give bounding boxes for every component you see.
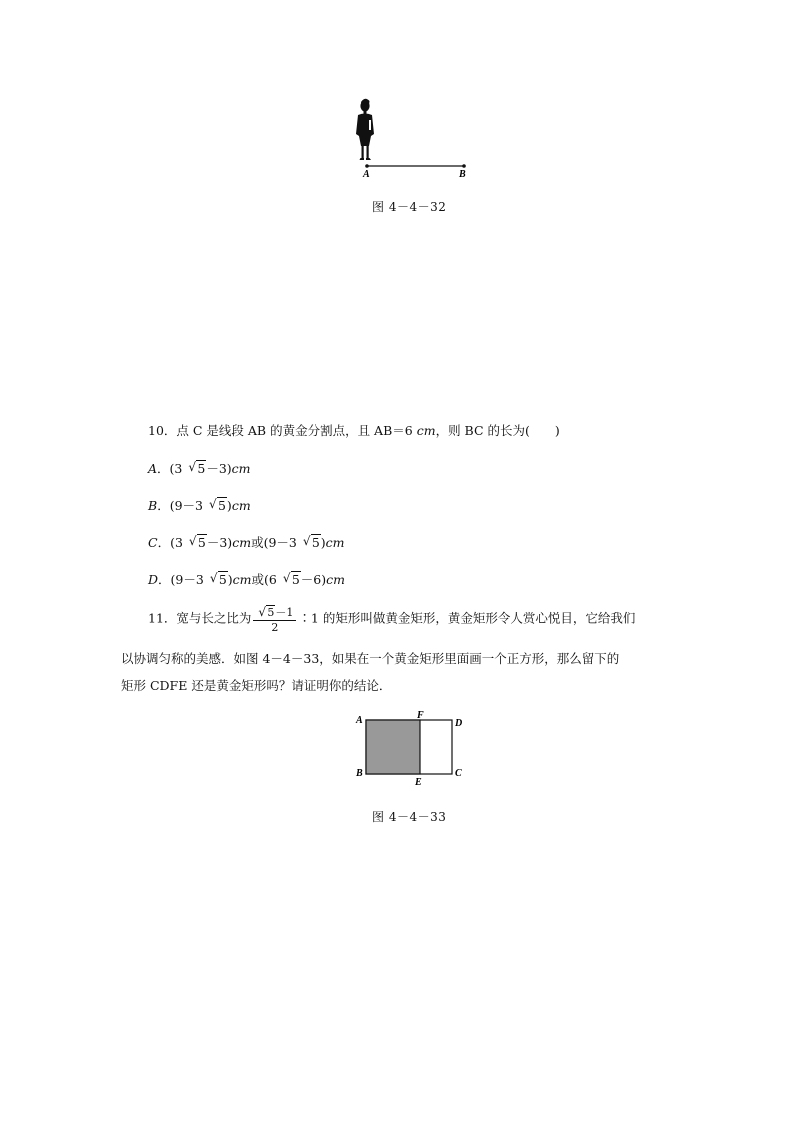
radicand: 5 xyxy=(291,572,300,587)
sqrt-symbol xyxy=(303,535,321,550)
person-figure xyxy=(356,99,374,160)
label-c: C xyxy=(455,768,462,779)
option-d[interactable] xyxy=(148,570,345,588)
golden-ratio-fraction xyxy=(253,604,296,634)
sqrt-symbol xyxy=(283,572,301,587)
figure-4-4-32-caption: 图 4－4－32 xyxy=(372,200,447,214)
option-text: (9－3 xyxy=(169,498,207,513)
fraction-numerator: √ 5－1 xyxy=(253,604,296,621)
radicand: 5 xyxy=(217,498,226,513)
label-f: F xyxy=(417,710,424,721)
question-11-line-3: 矩形 CDFE 还是黄金矩形吗？请证明你的结论． xyxy=(121,678,392,693)
label-d: D xyxy=(455,718,463,729)
question-10-stem-text: 10．点 C 是线段 AB 的黄金分割点，且 AB＝6 xyxy=(148,423,413,438)
option-letter: B xyxy=(148,498,158,513)
fraction-denominator: 2 xyxy=(271,621,279,634)
option-a[interactable] xyxy=(148,459,251,477)
question-10-stem-tail: ，则 BC 的长为( ) xyxy=(435,423,560,438)
question-11-lead: 11．宽与长之比为 xyxy=(148,610,252,626)
radicand: 5 xyxy=(218,572,227,587)
question-10-stem xyxy=(148,421,560,439)
sqrt-symbol xyxy=(209,498,227,513)
unit-text: cm xyxy=(232,572,252,587)
radicand: 5 xyxy=(311,535,320,550)
sqrt-symbol: √ 5 xyxy=(258,606,275,619)
question-11-line-1-tail: ∶1 的矩形叫做黄金矩形，黄金矩形令人赏心悦目，它给我们 xyxy=(298,610,636,626)
option-letter: C xyxy=(148,535,158,550)
option-b[interactable] xyxy=(148,496,251,514)
option-letter: A xyxy=(148,461,158,476)
unit-text: cm xyxy=(325,535,345,550)
figure-4-4-33 xyxy=(350,708,470,788)
point-b-dot xyxy=(462,164,466,168)
option-separator: ． xyxy=(157,461,170,476)
option-text: (3 xyxy=(170,535,187,550)
point-a-label: A xyxy=(363,169,370,180)
sqrt-symbol xyxy=(189,535,207,550)
option-text: ) xyxy=(226,498,232,513)
point-a-dot xyxy=(365,164,369,168)
option-text: ) xyxy=(320,535,326,550)
option-text: －3) xyxy=(206,535,233,550)
question-10-stem-unit: cm xyxy=(416,423,436,438)
sqrt-symbol xyxy=(188,461,206,476)
radicand: 5 xyxy=(197,461,206,476)
option-text: (9－3 xyxy=(170,572,208,587)
point-b-label: B xyxy=(459,169,466,180)
radicand: 5 xyxy=(197,535,206,550)
unit-text: cm xyxy=(232,535,252,550)
shaded-square xyxy=(366,720,420,774)
label-b: B xyxy=(356,768,363,779)
option-text: －6) xyxy=(300,572,327,587)
option-text: 或(9－3 xyxy=(251,535,301,550)
option-separator: ． xyxy=(158,572,171,587)
option-separator: ． xyxy=(157,498,170,513)
unit-text: cm xyxy=(231,461,251,476)
label-e: E xyxy=(415,777,422,788)
option-text: ) xyxy=(227,572,233,587)
option-text: －3) xyxy=(206,461,232,476)
unit-text: cm xyxy=(231,498,251,513)
option-separator: ． xyxy=(157,535,171,550)
option-letter: D xyxy=(148,572,159,587)
figure-4-4-32 xyxy=(340,96,480,182)
option-c[interactable] xyxy=(148,533,345,551)
figure-4-4-33-caption: 图 4－4－33 xyxy=(372,810,447,824)
option-text: (3 xyxy=(169,461,187,476)
question-11-line-1 xyxy=(148,604,635,634)
question-11-line-2: 以协调匀称的美感．如图 4－4－33，如果在一个黄金矩形里面画一个正方形，那么留下的 xyxy=(121,651,620,666)
label-a: A xyxy=(356,715,363,726)
unit-text: cm xyxy=(326,572,345,587)
person-arm-gap xyxy=(369,120,371,130)
sqrt-symbol xyxy=(210,572,228,587)
option-text: 或(6 xyxy=(251,572,281,587)
